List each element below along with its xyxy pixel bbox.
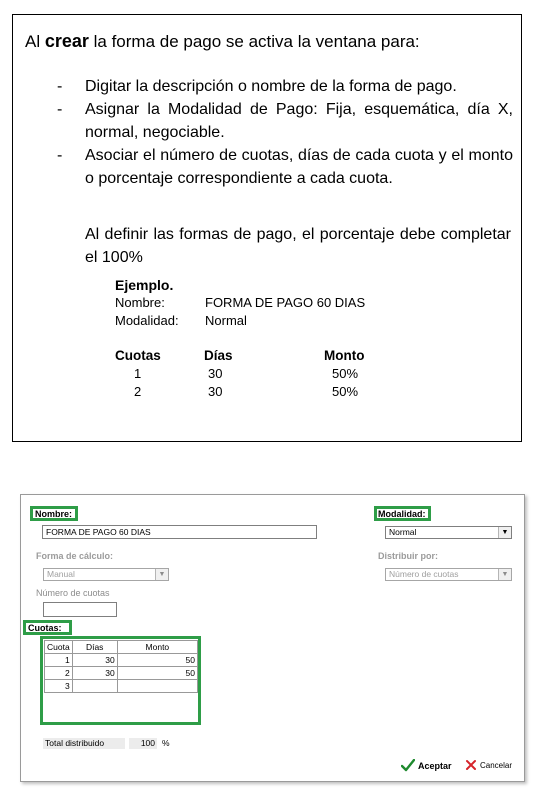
example-cell: 50% <box>332 384 359 399</box>
grid-cell[interactable]: 30 <box>72 654 117 667</box>
intro-bold-word: crear <box>44 31 89 51</box>
grid-header-cuota: Cuota <box>45 641 73 654</box>
grid-cell[interactable]: 30 <box>72 667 117 680</box>
example-header-cuotas: Cuotas <box>115 348 161 363</box>
distribuir-label: Distribuir por: <box>378 551 438 561</box>
grid-header-row <box>45 641 198 654</box>
bullet-item: - Asignar la Modalidad de Pago: Fija, esquemática, día X, normal, negociable. <box>57 101 513 141</box>
accept-label: Aceptar <box>418 760 452 771</box>
cancel-button[interactable] <box>465 759 512 771</box>
example-header-monto: Monto <box>324 348 365 363</box>
total-distribuido-value: 100 <box>129 738 157 749</box>
example-cell: 50% <box>332 366 359 381</box>
example-header-dias: Días <box>204 348 233 363</box>
cuotas-label: Cuotas: <box>28 623 62 633</box>
intro-text: Al crear la forma de pago se activa la ventana para: <box>25 31 420 51</box>
distribuir-select[interactable]: Número de cuotas ▼ <box>385 568 512 581</box>
x-icon <box>465 759 477 771</box>
grid-cell[interactable]: 50 <box>117 654 197 667</box>
percent-unit: % <box>162 738 170 748</box>
cancel-label: Cancelar <box>480 760 513 770</box>
nombre-input[interactable]: FORMA DE PAGO 60 DIAS <box>42 525 317 539</box>
bullet-list <box>57 75 513 190</box>
numero-cuotas-input[interactable] <box>43 602 117 617</box>
numero-cuotas-label: Número de cuotas <box>36 588 110 598</box>
table-row[interactable] <box>45 680 198 693</box>
table-row[interactable] <box>45 667 198 680</box>
grid-header-monto: Monto <box>117 641 197 654</box>
grid-cell[interactable]: 50 <box>117 667 197 680</box>
forma-calculo-select[interactable]: Manual ▼ <box>43 568 169 581</box>
example-cell: 2 <box>134 384 142 399</box>
grid-cell[interactable]: 1 <box>45 654 73 667</box>
chevron-down-icon: ▼ <box>498 569 511 580</box>
grid-cell[interactable] <box>72 680 117 693</box>
example-cell: 30 <box>208 366 223 381</box>
table-row[interactable] <box>45 654 198 667</box>
forma-calculo-label: Forma de cálculo: <box>36 551 114 561</box>
note-text: Al definir las formas de pago, el porcentaje debe completar el 100% <box>85 226 511 266</box>
cuotas-grid[interactable] <box>44 640 198 693</box>
example-cell: 1 <box>134 366 142 381</box>
grid-cell[interactable]: 3 <box>45 680 73 693</box>
chevron-down-icon: ▼ <box>155 569 168 580</box>
instruction-box <box>12 14 522 442</box>
grid-header-dias: Días <box>72 641 117 654</box>
total-distribuido-label: Total distribuido <box>43 738 125 749</box>
nombre-label: Nombre: <box>35 509 73 519</box>
example-nombre-row: Nombre: FORMA DE PAGO 60 DIAS <box>115 295 366 310</box>
grid-cell[interactable] <box>117 680 197 693</box>
grid-cell[interactable]: 2 <box>45 667 73 680</box>
check-icon <box>401 759 415 772</box>
example-title: Ejemplo. <box>115 277 174 293</box>
accept-button[interactable] <box>401 759 452 772</box>
bullet-item: - Asociar el número de cuotas, días de cada cuota y el monto o porcentaje correspondiente a cada cuota. <box>57 147 513 187</box>
example-cell: 30 <box>208 384 223 399</box>
modalidad-select[interactable]: Normal ▼ <box>385 526 512 539</box>
bullet-item: - Digitar la descripción o nombre de la forma de pago. <box>57 78 457 95</box>
example-modalidad-row: Modalidad: Normal <box>115 313 247 328</box>
chevron-down-icon: ▼ <box>498 527 511 538</box>
payment-form-dialog <box>20 494 525 782</box>
modalidad-label: Modalidad: <box>378 509 426 519</box>
